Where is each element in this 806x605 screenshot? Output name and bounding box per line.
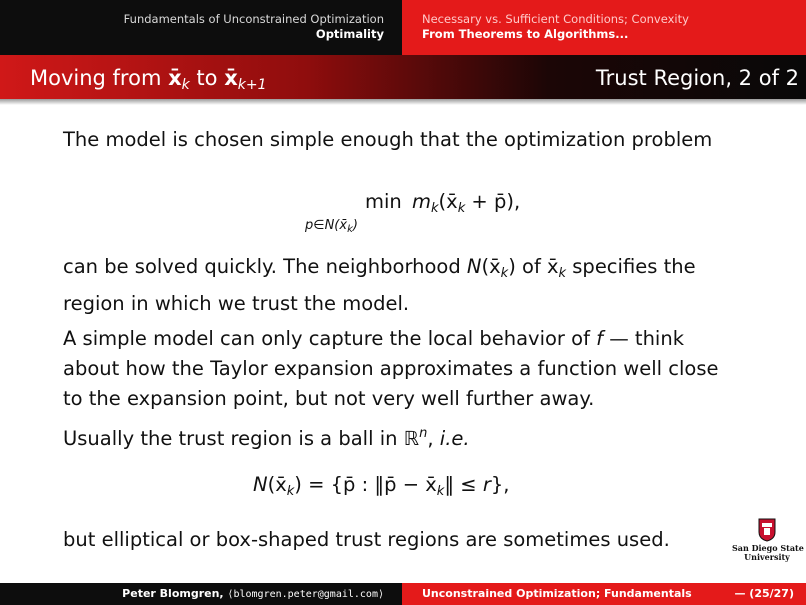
footer-email: ⟨blomgren.peter@gmail.com⟩: [227, 589, 384, 600]
footer-course: [402, 583, 806, 605]
min-subscript: $p\in N(x̄_k)$: [305, 218, 358, 235]
title-shadow: [0, 99, 806, 105]
paragraph-elliptical: but elliptical or box-shaped trust regions are sometimes used.: [63, 528, 670, 551]
logo-text-line1: San Diego State: [732, 543, 804, 553]
footer-page-number[interactable]: — (25/27): [734, 587, 794, 600]
frame-title-bar: [0, 55, 806, 99]
min-expression: $m_k(x̄_k$ + p̄),: [412, 190, 521, 216]
paragraph-neighborhood-line2: region in which we trust the model.: [63, 292, 410, 315]
footer: [0, 583, 806, 605]
footer-course-title[interactable]: Unconstrained Optimization; Fundamentals: [422, 587, 692, 600]
frame-subtitle: Trust Region, 2 of 2: [595, 66, 799, 90]
top-navigation: [0, 0, 806, 55]
equation-ball: $N(x̄_k)$ = {p̄ : ‖p̄ − $x̄_k‖ \le r$},: [253, 473, 510, 499]
paragraph-simple-model-line3: to the expansion point, but not very well further away.: [63, 387, 595, 410]
logo-text-line2: University: [744, 552, 790, 562]
nav-section-right: [402, 0, 806, 55]
footer-author: Peter Blomgren, ⟨blomgren.peter@gmail.com⟩: [0, 583, 402, 605]
min-operator: min: [365, 190, 402, 213]
equation-min: [305, 187, 525, 233]
nav-link-fundamentals[interactable]: Fundamentals of Unconstrained Optimization: [123, 12, 384, 26]
nav-link-algorithms[interactable]: From Theorems to Algorithms...: [422, 27, 629, 41]
slide-body: [63, 125, 763, 551]
paragraph-simple-model-line2: about how the Taylor expansion approximates a function well close: [63, 357, 719, 380]
nav-link-optimality[interactable]: Optimality: [315, 27, 384, 41]
nav-link-conditions[interactable]: Necessary vs. Sufficient Conditions; Convexity: [422, 12, 689, 26]
paragraph-neighborhood: can be solved quickly. The neighborhood $N(x̄_k)$ of $x̄_k$ specifies the: [63, 255, 696, 281]
frame-title: Moving from $x̄_k$ to $x̄_{k+1}$: [30, 66, 267, 93]
paragraph-ball: Usually the trust region is a ball in ℝ$^n$, i.e.: [63, 426, 470, 450]
paragraph-simple-model: A simple model can only capture the local behavior of f — think: [63, 327, 685, 350]
shield-icon: [758, 518, 776, 542]
paragraph-model: The model is chosen simple enough that the optimization problem: [63, 128, 713, 151]
nav-section-left: [0, 0, 402, 55]
university-logo: [732, 518, 802, 566]
